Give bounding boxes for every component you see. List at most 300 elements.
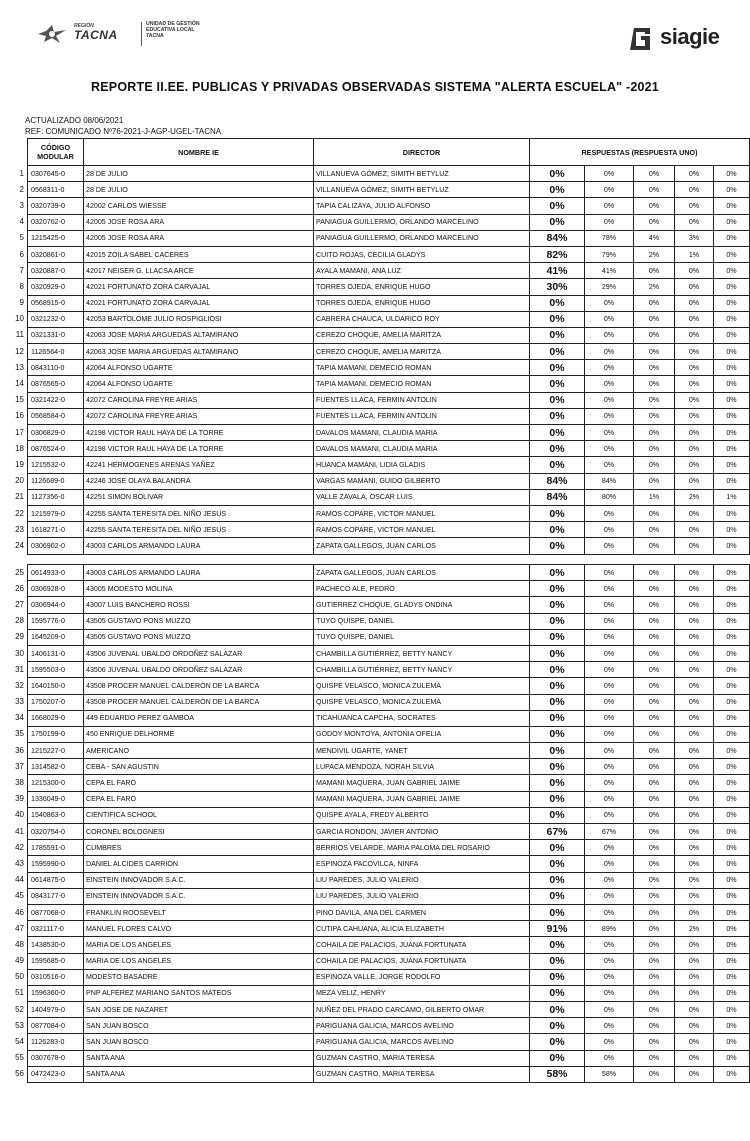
cell-code: 1438530-0 bbox=[28, 937, 84, 953]
table-row bbox=[28, 425, 750, 441]
cell-response-1: 0% bbox=[585, 522, 634, 538]
row-number: 49 bbox=[15, 956, 24, 966]
cell-response-total: 0% bbox=[530, 629, 585, 645]
row-number: 50 bbox=[15, 972, 24, 982]
cell-response-4: 0% bbox=[714, 613, 750, 629]
cell-code: 1404979-0 bbox=[28, 1002, 84, 1018]
cell-response-2: 0% bbox=[634, 538, 675, 554]
cell-response-2: 0% bbox=[634, 904, 675, 920]
cell-response-4: 0% bbox=[714, 408, 750, 424]
cell-school-name: 42072 CAROLINA FREYRE ARIAS bbox=[84, 408, 314, 424]
cell-response-total: 41% bbox=[530, 263, 585, 279]
cell-response-4: 0% bbox=[714, 182, 750, 198]
cell-school-name: 42063 JOSE MARIA ARGUEDAS ALTAMIRANO bbox=[84, 327, 314, 343]
cell-code: 0877068-0 bbox=[28, 904, 84, 920]
cell-code: 0306902-0 bbox=[28, 538, 84, 554]
cell-school-name: 450 ENRIQUE DELHORME bbox=[84, 726, 314, 742]
cell-school-name: MANUEL FLORES CALVO bbox=[84, 921, 314, 937]
cell-code: 0472423-0 bbox=[28, 1066, 84, 1082]
cell-director: CEREZO CHOQUE, AMELIA MARITZA bbox=[314, 344, 530, 360]
cell-response-1: 0% bbox=[585, 597, 634, 613]
cell-director: NUÑEZ DEL PRADO CARCAMO, GILBERTO OMAR bbox=[314, 1002, 530, 1018]
cell-response-4: 0% bbox=[714, 230, 750, 246]
cell-director: DAVALOS MAMANI, CLAUDIA MARIA bbox=[314, 425, 530, 441]
cell-response-4: 1% bbox=[714, 489, 750, 505]
cell-school-name: SANTA ANA bbox=[84, 1050, 314, 1066]
cell-response-3: 0% bbox=[675, 937, 714, 953]
cell-response-1: 0% bbox=[585, 344, 634, 360]
row-number: 26 bbox=[15, 583, 24, 593]
table-row bbox=[28, 441, 750, 457]
cell-response-1: 0% bbox=[585, 759, 634, 775]
cell-response-4: 0% bbox=[714, 344, 750, 360]
cell-code: 1215227-0 bbox=[28, 743, 84, 759]
cell-code: 0321117-0 bbox=[28, 921, 84, 937]
cell-response-1: 0% bbox=[585, 376, 634, 392]
cell-director: QUISPE VELASCO, MONICA ZULEMA bbox=[314, 678, 530, 694]
cell-response-total: 0% bbox=[530, 392, 585, 408]
cell-response-4: 0% bbox=[714, 1034, 750, 1050]
cell-response-3: 0% bbox=[675, 953, 714, 969]
cell-director: MAMANI MAQUERA, JUAN GABRIEL JAIME bbox=[314, 791, 530, 807]
table-row bbox=[28, 969, 750, 985]
cell-response-3: 0% bbox=[675, 457, 714, 473]
cell-response-total: 0% bbox=[530, 985, 585, 1001]
row-number: 48 bbox=[15, 939, 24, 949]
cell-response-1: 0% bbox=[585, 629, 634, 645]
cell-director: PANIAGUA GUILLERMO, ORLANDO MARCELINO bbox=[314, 214, 530, 230]
row-number: 36 bbox=[15, 745, 24, 755]
cell-response-total: 0% bbox=[530, 645, 585, 661]
cell-school-name: 43505 GUSTAVO PONS MUZZO bbox=[84, 613, 314, 629]
row-number: 15 bbox=[15, 395, 24, 405]
cell-response-2: 0% bbox=[634, 263, 675, 279]
cell-school-name: 42072 CAROLINA FREYRE ARIAS bbox=[84, 392, 314, 408]
cell-response-4: 0% bbox=[714, 198, 750, 214]
cell-school-name: 42251 SIMON BOLIVAR bbox=[84, 489, 314, 505]
cell-response-3: 0% bbox=[675, 214, 714, 230]
cell-director: FUENTES LLACA, FERMIN ANTOLIN bbox=[314, 392, 530, 408]
cell-response-4: 0% bbox=[714, 441, 750, 457]
region-star-icon bbox=[34, 24, 70, 44]
cell-response-1: 0% bbox=[585, 166, 634, 182]
cell-response-2: 0% bbox=[634, 888, 675, 904]
cell-response-total: 0% bbox=[530, 872, 585, 888]
report-table-part-1 bbox=[27, 138, 750, 555]
cell-code: 1640150-0 bbox=[28, 678, 84, 694]
row-number: 31 bbox=[15, 664, 24, 674]
cell-director: COHAILA DE PALACIOS, JUANA FORTUNATA bbox=[314, 953, 530, 969]
cell-response-3: 0% bbox=[675, 1034, 714, 1050]
cell-response-2: 0% bbox=[634, 166, 675, 182]
cell-school-name: DANIEL ALCIDES CARRION bbox=[84, 856, 314, 872]
cell-response-1: 0% bbox=[585, 408, 634, 424]
table-row bbox=[28, 872, 750, 888]
cell-response-3: 0% bbox=[675, 441, 714, 457]
cell-director: ESPINOZA PACOVILCA, NINFA bbox=[314, 856, 530, 872]
cell-response-2: 0% bbox=[634, 505, 675, 521]
row-number: 23 bbox=[15, 524, 24, 534]
brand-name: siagie bbox=[660, 24, 720, 49]
cell-code: 0843110-0 bbox=[28, 360, 84, 376]
cell-response-2: 0% bbox=[634, 613, 675, 629]
table-row bbox=[28, 246, 750, 262]
cell-school-name: SAN JOSE DE NAZARET bbox=[84, 1002, 314, 1018]
cell-response-total: 0% bbox=[530, 182, 585, 198]
table-row bbox=[28, 856, 750, 872]
cell-response-1: 0% bbox=[585, 743, 634, 759]
table-row bbox=[28, 457, 750, 473]
cell-director: COHAILA DE PALACIOS, JUANA FORTUNATA bbox=[314, 937, 530, 953]
cell-response-3: 0% bbox=[675, 694, 714, 710]
cell-response-total: 0% bbox=[530, 1050, 585, 1066]
cell-response-1: 0% bbox=[585, 710, 634, 726]
cell-response-4: 0% bbox=[714, 166, 750, 182]
cell-school-name: FRANKLIN ROOSEVELT bbox=[84, 904, 314, 920]
cell-response-3: 0% bbox=[675, 327, 714, 343]
row-number: 47 bbox=[15, 923, 24, 933]
cell-response-2: 0% bbox=[634, 856, 675, 872]
cell-director: TUYO QUISPE, DANIEL bbox=[314, 613, 530, 629]
cell-school-name: 43005 MODESTO MOLINA bbox=[84, 581, 314, 597]
cell-response-3: 1% bbox=[675, 246, 714, 262]
cell-response-3: 0% bbox=[675, 505, 714, 521]
row-number: 2 bbox=[19, 184, 24, 194]
cell-response-3: 0% bbox=[675, 662, 714, 678]
cell-response-1: 0% bbox=[585, 1018, 634, 1034]
row-number: 27 bbox=[15, 599, 24, 609]
cell-school-name: 43505 GUSTAVO PONS MUZZO bbox=[84, 629, 314, 645]
cell-director: VALLE ZAVALA, OSCAR LUIS bbox=[314, 489, 530, 505]
table-row bbox=[28, 807, 750, 823]
cell-response-total: 0% bbox=[530, 888, 585, 904]
cell-code: 1618271-0 bbox=[28, 522, 84, 538]
cell-response-total: 0% bbox=[530, 214, 585, 230]
table-row bbox=[28, 953, 750, 969]
cell-response-total: 30% bbox=[530, 279, 585, 295]
cell-response-4: 0% bbox=[714, 538, 750, 554]
cell-response-4: 0% bbox=[714, 662, 750, 678]
cell-response-total: 0% bbox=[530, 937, 585, 953]
cell-director: FUENTES LLACA, FERMIN ANTOLIN bbox=[314, 408, 530, 424]
cell-response-3: 0% bbox=[675, 360, 714, 376]
row-number: 42 bbox=[15, 842, 24, 852]
row-number: 21 bbox=[15, 492, 24, 502]
cell-response-3: 2% bbox=[675, 489, 714, 505]
cell-response-total: 0% bbox=[530, 360, 585, 376]
cell-school-name: 42005 JOSE ROSA ARA bbox=[84, 214, 314, 230]
cell-director: QUISPE AYALA, FREDY ALBERTO bbox=[314, 807, 530, 823]
row-number: 32 bbox=[15, 680, 24, 690]
cell-response-4: 0% bbox=[714, 985, 750, 1001]
cell-response-1: 0% bbox=[585, 1002, 634, 1018]
row-number: 20 bbox=[15, 476, 24, 486]
row-number: 40 bbox=[15, 810, 24, 820]
cell-code: 0306944-0 bbox=[28, 597, 84, 613]
cell-response-2: 0% bbox=[634, 629, 675, 645]
cell-response-1: 0% bbox=[585, 840, 634, 856]
cell-response-2: 0% bbox=[634, 295, 675, 311]
row-number: 6 bbox=[19, 249, 24, 259]
table-row bbox=[28, 710, 750, 726]
row-number: 14 bbox=[15, 379, 24, 389]
cell-response-2: 0% bbox=[634, 522, 675, 538]
table-row bbox=[28, 678, 750, 694]
cell-response-2: 0% bbox=[634, 392, 675, 408]
cell-response-3: 0% bbox=[675, 295, 714, 311]
cell-school-name: MARIA DE LOS ANGELES bbox=[84, 937, 314, 953]
row-number: 5 bbox=[19, 233, 24, 243]
cell-response-total: 0% bbox=[530, 565, 585, 581]
cell-response-total: 0% bbox=[530, 953, 585, 969]
cell-code: 1127356-0 bbox=[28, 489, 84, 505]
cell-school-name: CUMBRES bbox=[84, 840, 314, 856]
cell-response-1: 0% bbox=[585, 662, 634, 678]
table-row bbox=[28, 214, 750, 230]
cell-response-1: 80% bbox=[585, 489, 634, 505]
cell-response-total: 91% bbox=[530, 921, 585, 937]
cell-school-name: 43508 PROCER MANUEL CALDERON DE LA BARCA bbox=[84, 678, 314, 694]
table-row bbox=[28, 581, 750, 597]
cell-response-2: 0% bbox=[634, 694, 675, 710]
cell-response-1: 0% bbox=[585, 198, 634, 214]
table-row bbox=[28, 694, 750, 710]
cell-school-name: 42246 JOSE OLAYA BALANDRA bbox=[84, 473, 314, 489]
cell-response-4: 0% bbox=[714, 1066, 750, 1082]
cell-response-total: 0% bbox=[530, 425, 585, 441]
cell-response-3: 0% bbox=[675, 597, 714, 613]
cell-code: 1215979-0 bbox=[28, 505, 84, 521]
cell-school-name: 43508 PROCER MANUEL CALDERON DE LA BARCA bbox=[84, 694, 314, 710]
table-row bbox=[28, 538, 750, 554]
siagie-icon bbox=[630, 26, 654, 52]
cell-response-total: 0% bbox=[530, 904, 585, 920]
table-row bbox=[28, 360, 750, 376]
cell-response-2: 0% bbox=[634, 327, 675, 343]
header-director: DIRECTOR bbox=[314, 139, 530, 166]
cell-school-name: 42198 VICTOR RAUL HAYA DE LA TORRE bbox=[84, 425, 314, 441]
header-responses: RESPUESTAS (RESPUESTA UNO) bbox=[530, 139, 750, 166]
row-number: 39 bbox=[15, 794, 24, 804]
cell-response-4: 0% bbox=[714, 872, 750, 888]
cell-response-2: 0% bbox=[634, 726, 675, 742]
cell-school-name: 28 DE JULIO bbox=[84, 182, 314, 198]
cell-code: 0320762-0 bbox=[28, 214, 84, 230]
cell-response-3: 0% bbox=[675, 969, 714, 985]
row-number: 34 bbox=[15, 713, 24, 723]
cell-school-name: SAN JUAN BOSCO bbox=[84, 1018, 314, 1034]
cell-response-4: 0% bbox=[714, 953, 750, 969]
cell-response-2: 0% bbox=[634, 344, 675, 360]
cell-response-1: 0% bbox=[585, 1050, 634, 1066]
cell-response-total: 0% bbox=[530, 613, 585, 629]
cell-school-name: MODESTO BASADRE bbox=[84, 969, 314, 985]
table-row bbox=[28, 565, 750, 581]
cell-response-1: 0% bbox=[585, 565, 634, 581]
cell-response-4: 0% bbox=[714, 645, 750, 661]
cell-response-4: 0% bbox=[714, 694, 750, 710]
cell-director: CUITO ROJAS, CECILIA GLADYS bbox=[314, 246, 530, 262]
table-row bbox=[28, 937, 750, 953]
table-row bbox=[28, 344, 750, 360]
cell-director: PINO DAVILA, ANA DEL CARMEN bbox=[314, 904, 530, 920]
updated-date: ACTUALIZADO 08/06/2021 bbox=[25, 116, 124, 125]
cell-code: 0307678-0 bbox=[28, 1050, 84, 1066]
row-number: 16 bbox=[15, 411, 24, 421]
table-row bbox=[28, 1018, 750, 1034]
cell-response-1: 0% bbox=[585, 581, 634, 597]
cell-response-2: 0% bbox=[634, 824, 675, 840]
row-number: 7 bbox=[19, 265, 24, 275]
cell-school-name: 42198 VICTOR RAUL HAYA DE LA TORRE bbox=[84, 441, 314, 457]
cell-response-4: 0% bbox=[714, 279, 750, 295]
cell-response-3: 0% bbox=[675, 985, 714, 1001]
header-name: NOMBRE IE bbox=[84, 139, 314, 166]
cell-response-total: 84% bbox=[530, 473, 585, 489]
table-row bbox=[28, 888, 750, 904]
cell-response-total: 0% bbox=[530, 597, 585, 613]
cell-code: 0320739-0 bbox=[28, 198, 84, 214]
row-number: 3 bbox=[19, 200, 24, 210]
row-number: 35 bbox=[15, 729, 24, 739]
cell-director: CHAMBILLA GUTIÉRREZ, BETTY NANCY bbox=[314, 662, 530, 678]
cell-response-3: 0% bbox=[675, 759, 714, 775]
cell-response-total: 0% bbox=[530, 1002, 585, 1018]
table-row bbox=[28, 376, 750, 392]
cell-director: RAMOS COPARE, VICTOR MANUEL bbox=[314, 522, 530, 538]
cell-response-3: 0% bbox=[675, 824, 714, 840]
table-row bbox=[28, 311, 750, 327]
cell-director: GUZMAN CASTRO, MARIA TERESA bbox=[314, 1050, 530, 1066]
cell-school-name: SAN JUAN BOSCO bbox=[84, 1034, 314, 1050]
cell-school-name: 449 EDUARDO PEREZ GAMBOA bbox=[84, 710, 314, 726]
cell-director: ZAPATA GALLEGOS, JUAN CARLOS bbox=[314, 538, 530, 554]
cell-response-3: 0% bbox=[675, 392, 714, 408]
cell-response-1: 58% bbox=[585, 1066, 634, 1082]
cell-code: 0320929-0 bbox=[28, 279, 84, 295]
table-row bbox=[28, 645, 750, 661]
cell-code: 0321331-0 bbox=[28, 327, 84, 343]
cell-response-total: 0% bbox=[530, 1034, 585, 1050]
cell-school-name: SANTA ANA bbox=[84, 1066, 314, 1082]
cell-code: 0876565-0 bbox=[28, 376, 84, 392]
cell-response-3: 0% bbox=[675, 613, 714, 629]
cell-response-4: 0% bbox=[714, 840, 750, 856]
table-row bbox=[28, 629, 750, 645]
row-number: 1 bbox=[19, 168, 24, 178]
cell-response-3: 3% bbox=[675, 230, 714, 246]
cell-response-1: 0% bbox=[585, 311, 634, 327]
cell-code: 1126283-0 bbox=[28, 1034, 84, 1050]
cell-response-total: 0% bbox=[530, 710, 585, 726]
cell-response-3: 0% bbox=[675, 279, 714, 295]
row-number: 55 bbox=[15, 1053, 24, 1063]
cell-director: TORRES OJEDA, ENRIQUE HUGO bbox=[314, 295, 530, 311]
cell-response-total: 0% bbox=[530, 522, 585, 538]
cell-school-name: 42015 ZOILA SABEL CACERES bbox=[84, 246, 314, 262]
cell-code: 0321232-0 bbox=[28, 311, 84, 327]
cell-response-3: 0% bbox=[675, 872, 714, 888]
cell-response-4: 0% bbox=[714, 791, 750, 807]
cell-response-1: 0% bbox=[585, 505, 634, 521]
cell-school-name: AMERICANO bbox=[84, 743, 314, 759]
ugel-tacna-logo bbox=[34, 20, 204, 50]
cell-response-2: 0% bbox=[634, 597, 675, 613]
cell-school-name: 42005 JOSE ROSA ARA bbox=[84, 230, 314, 246]
cell-response-total: 0% bbox=[530, 969, 585, 985]
table-row bbox=[28, 921, 750, 937]
cell-response-3: 0% bbox=[675, 840, 714, 856]
cell-response-total: 0% bbox=[530, 1018, 585, 1034]
cell-response-total: 0% bbox=[530, 327, 585, 343]
cell-response-1: 0% bbox=[585, 327, 634, 343]
header-code: CÓDIGO MODULAR bbox=[28, 139, 84, 166]
row-number: 53 bbox=[15, 1020, 24, 1030]
cell-response-2: 0% bbox=[634, 953, 675, 969]
cell-response-4: 0% bbox=[714, 1002, 750, 1018]
cell-response-2: 0% bbox=[634, 198, 675, 214]
cell-code: 1126689-0 bbox=[28, 473, 84, 489]
cell-school-name: 42063 JOSE MARIA ARGUEDAS ALTAMIRANO bbox=[84, 344, 314, 360]
cell-response-total: 0% bbox=[530, 538, 585, 554]
cell-school-name: 43007 LUIS BANCHERO ROSSI bbox=[84, 597, 314, 613]
cell-response-1: 0% bbox=[585, 613, 634, 629]
cell-director: CEREZO CHOQUE, AMELIA MARITZA bbox=[314, 327, 530, 343]
cell-director: AYALA MAMANI, ANA LUZ bbox=[314, 263, 530, 279]
cell-response-total: 0% bbox=[530, 807, 585, 823]
cell-director: MAMANI MAQUERA, JUAN GABRIEL JAIME bbox=[314, 775, 530, 791]
table-row bbox=[28, 775, 750, 791]
cell-response-total: 0% bbox=[530, 457, 585, 473]
cell-code: 1595990-0 bbox=[28, 856, 84, 872]
cell-response-2: 0% bbox=[634, 1018, 675, 1034]
cell-response-3: 0% bbox=[675, 473, 714, 489]
cell-response-1: 0% bbox=[585, 856, 634, 872]
cell-code: 0876524-0 bbox=[28, 441, 84, 457]
cell-response-4: 0% bbox=[714, 263, 750, 279]
cell-director: PANIAGUA GUILLERMO, ORLANDO MARCELINO bbox=[314, 230, 530, 246]
cell-response-total: 82% bbox=[530, 246, 585, 262]
cell-director: BERRIOS VELARDE, MARIA PALOMA DEL ROSARIO bbox=[314, 840, 530, 856]
cell-response-2: 0% bbox=[634, 969, 675, 985]
cell-response-2: 0% bbox=[634, 581, 675, 597]
cell-response-3: 2% bbox=[675, 921, 714, 937]
cell-response-2: 0% bbox=[634, 678, 675, 694]
cell-response-3: 0% bbox=[675, 1066, 714, 1082]
cell-response-3: 0% bbox=[675, 1050, 714, 1066]
cell-response-4: 0% bbox=[714, 726, 750, 742]
cell-response-4: 0% bbox=[714, 937, 750, 953]
cell-response-2: 0% bbox=[634, 425, 675, 441]
cell-response-total: 0% bbox=[530, 791, 585, 807]
cell-response-total: 0% bbox=[530, 166, 585, 182]
cell-response-total: 0% bbox=[530, 840, 585, 856]
cell-director: HUANCA MAMANI, LIDIA GLADIS bbox=[314, 457, 530, 473]
cell-response-3: 0% bbox=[675, 645, 714, 661]
cell-school-name: 42002 CARLOS WIESSE bbox=[84, 198, 314, 214]
cell-school-name: 42017 NEISER G. LLACSA ARCE bbox=[84, 263, 314, 279]
cell-director: TAPIA MAMANI, DEMECIO ROMAN bbox=[314, 376, 530, 392]
cell-response-1: 0% bbox=[585, 953, 634, 969]
cell-response-2: 0% bbox=[634, 645, 675, 661]
cell-school-name: 43506 JUVENAL UBALDO ORDOÑEZ SALAZAR bbox=[84, 662, 314, 678]
cell-response-2: 0% bbox=[634, 662, 675, 678]
cell-response-1: 0% bbox=[585, 937, 634, 953]
cell-response-2: 0% bbox=[634, 311, 675, 327]
row-number: 25 bbox=[15, 567, 24, 577]
cell-school-name: 42053 BARTOLOME JULIO ROSPIGLIOSI bbox=[84, 311, 314, 327]
row-number: 4 bbox=[19, 217, 24, 227]
